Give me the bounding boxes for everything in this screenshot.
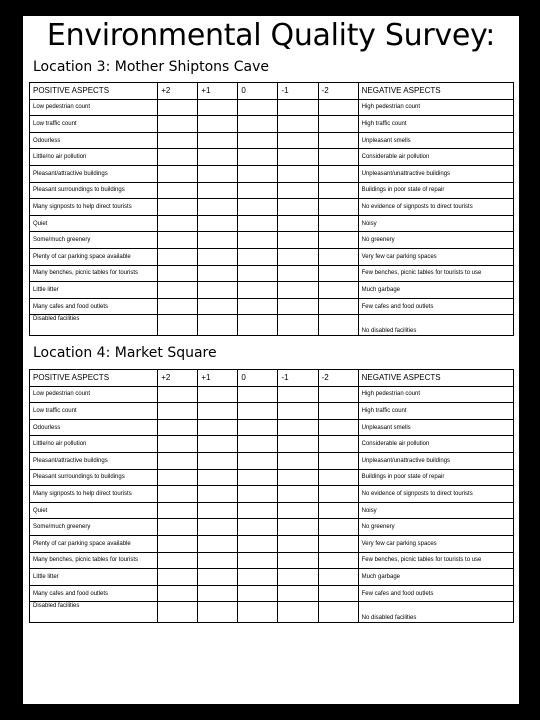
score-cell-p2[interactable] — [158, 315, 198, 336]
score-cell-m1[interactable] — [278, 436, 318, 453]
positive-aspect: Many benches, picnic tables for tourists — [30, 265, 158, 282]
positive-aspect: Many signposts to help direct tourists — [30, 486, 158, 503]
score-cell-z[interactable] — [238, 116, 278, 133]
negative-aspect: Much garbage — [358, 569, 513, 586]
score-cell-p1[interactable] — [198, 116, 238, 133]
score-cell-p1[interactable] — [198, 298, 238, 315]
score-cell-p1[interactable] — [198, 199, 238, 216]
positive-aspect: Low traffic count — [30, 403, 158, 420]
table-header-row — [30, 83, 514, 100]
score-cell-p2[interactable] — [158, 602, 198, 623]
page-title: Environmental Quality Survey: — [46, 18, 496, 53]
negative-aspect: Noisy — [358, 215, 513, 232]
positive-aspect: Pleasant/attractive buildings — [30, 165, 158, 182]
table-row — [30, 298, 514, 315]
negative-aspect: Few cafes and food outlets — [358, 298, 513, 315]
score-cell-p2[interactable] — [158, 419, 198, 436]
positive-aspect: Disabled facilities — [30, 602, 158, 623]
positive-aspect: Many signposts to help direct tourists — [30, 199, 158, 216]
score-cell-p1[interactable] — [198, 535, 238, 552]
score-cell-z[interactable] — [238, 298, 278, 315]
positive-aspect: Little/no air pollution — [30, 149, 158, 166]
score-cell-z[interactable] — [238, 419, 278, 436]
score-cell-m2[interactable] — [318, 265, 358, 282]
header-score-p1: +1 — [198, 370, 238, 387]
positive-aspect: Pleasant surroundings to buildings — [30, 469, 158, 486]
score-cell-m1[interactable] — [278, 116, 318, 133]
score-cell-z[interactable] — [238, 469, 278, 486]
table-row — [30, 149, 514, 166]
table-row — [30, 265, 514, 282]
header-score-m1: -1 — [278, 370, 318, 387]
score-cell-m1[interactable] — [278, 132, 318, 149]
negative-aspect: Buildings in poor state of repair — [358, 182, 513, 199]
negative-aspect: Much garbage — [358, 282, 513, 299]
score-cell-z[interactable] — [238, 265, 278, 282]
score-cell-m1[interactable] — [278, 298, 318, 315]
score-cell-p1[interactable] — [198, 519, 238, 536]
score-cell-m2[interactable] — [318, 282, 358, 299]
score-cell-m2[interactable] — [318, 149, 358, 166]
positive-aspect: Low traffic count — [30, 116, 158, 133]
score-cell-z[interactable] — [238, 403, 278, 420]
score-cell-p2[interactable] — [158, 552, 198, 569]
table-row — [30, 469, 514, 486]
table-row — [30, 386, 514, 403]
score-cell-m1[interactable] — [278, 552, 318, 569]
score-cell-m2[interactable] — [318, 99, 358, 116]
score-cell-m1[interactable] — [278, 535, 318, 552]
negative-aspect: Unpleasant smells — [358, 419, 513, 436]
table-row — [30, 99, 514, 116]
score-cell-m2[interactable] — [318, 403, 358, 420]
score-cell-z[interactable] — [238, 199, 278, 216]
negative-aspect: High pedestrian count — [358, 99, 513, 116]
score-cell-p2[interactable] — [158, 199, 198, 216]
table-row — [30, 602, 514, 623]
score-cell-p2[interactable] — [158, 436, 198, 453]
score-cell-z[interactable] — [238, 282, 278, 299]
negative-aspect: Noisy — [358, 502, 513, 519]
score-cell-z[interactable] — [238, 315, 278, 336]
score-cell-m1[interactable] — [278, 315, 318, 336]
negative-aspect: No evidence of signposts to direct tourists — [358, 486, 513, 503]
score-cell-p2[interactable] — [158, 132, 198, 149]
score-cell-m1[interactable] — [278, 469, 318, 486]
score-cell-z[interactable] — [238, 569, 278, 586]
score-cell-m2[interactable] — [318, 315, 358, 336]
table-row — [30, 199, 514, 216]
survey-sheet — [23, 16, 519, 704]
score-cell-p2[interactable] — [158, 469, 198, 486]
score-cell-p1[interactable] — [198, 215, 238, 232]
score-cell-m2[interactable] — [318, 552, 358, 569]
score-cell-m2[interactable] — [318, 436, 358, 453]
score-cell-m2[interactable] — [318, 199, 358, 216]
table-row — [30, 502, 514, 519]
header-score-p2: +2 — [158, 83, 198, 100]
negative-aspect: Unpleasant/unattractive buildings — [358, 452, 513, 469]
survey-table-location-4 — [29, 369, 514, 623]
score-cell-m2[interactable] — [318, 585, 358, 602]
table-row — [30, 436, 514, 453]
score-cell-p2[interactable] — [158, 232, 198, 249]
score-cell-p2[interactable] — [158, 519, 198, 536]
table-row — [30, 282, 514, 299]
score-cell-p2[interactable] — [158, 403, 198, 420]
negative-aspect: High pedestrian count — [358, 386, 513, 403]
score-cell-p1[interactable] — [198, 182, 238, 199]
positive-aspect: Disabled facilities — [30, 315, 158, 336]
section-heading-location-3: Location 3: Mother Shiptons Cave — [33, 59, 270, 75]
table-row — [30, 419, 514, 436]
survey-table-location-3 — [29, 82, 514, 336]
score-cell-p1[interactable] — [198, 419, 238, 436]
negative-aspect: Few cafes and food outlets — [358, 585, 513, 602]
score-cell-m2[interactable] — [318, 469, 358, 486]
score-cell-z[interactable] — [238, 436, 278, 453]
score-cell-p1[interactable] — [198, 282, 238, 299]
table-row — [30, 215, 514, 232]
table-row — [30, 182, 514, 199]
table-row — [30, 535, 514, 552]
score-cell-p1[interactable] — [198, 569, 238, 586]
negative-aspect: Unpleasant smells — [358, 132, 513, 149]
table-row — [30, 486, 514, 503]
score-cell-p1[interactable] — [198, 403, 238, 420]
score-cell-m2[interactable] — [318, 452, 358, 469]
score-cell-m1[interactable] — [278, 403, 318, 420]
negative-aspect: High traffic count — [358, 403, 513, 420]
score-cell-p2[interactable] — [158, 282, 198, 299]
score-cell-p1[interactable] — [198, 585, 238, 602]
score-cell-p2[interactable] — [158, 452, 198, 469]
score-cell-z[interactable] — [238, 535, 278, 552]
score-cell-m1[interactable] — [278, 182, 318, 199]
negative-aspect: Few benches, picnic tables for tourists to use — [358, 265, 513, 282]
header-score-m2: -2 — [318, 370, 358, 387]
table-row — [30, 315, 514, 336]
positive-aspect: Low pedestrian count — [30, 386, 158, 403]
score-cell-p2[interactable] — [158, 585, 198, 602]
table-row — [30, 585, 514, 602]
score-cell-p2[interactable] — [158, 502, 198, 519]
score-cell-z[interactable] — [238, 519, 278, 536]
header-positive-aspects: POSITIVE ASPECTS — [30, 83, 158, 100]
score-cell-m2[interactable] — [318, 535, 358, 552]
score-cell-p1[interactable] — [198, 552, 238, 569]
header-negative-aspects: NEGATIVE ASPECTS — [358, 83, 513, 100]
table-row — [30, 519, 514, 536]
score-cell-z[interactable] — [238, 452, 278, 469]
positive-aspect: Plenty of car parking space available — [30, 535, 158, 552]
score-cell-m1[interactable] — [278, 502, 318, 519]
score-cell-m2[interactable] — [318, 215, 358, 232]
score-cell-z[interactable] — [238, 215, 278, 232]
score-cell-z[interactable] — [238, 602, 278, 623]
score-cell-z[interactable] — [238, 132, 278, 149]
negative-aspect: Considerable air pollution — [358, 149, 513, 166]
positive-aspect: Plenty of car parking space available — [30, 248, 158, 265]
score-cell-m1[interactable] — [278, 519, 318, 536]
score-cell-p2[interactable] — [158, 149, 198, 166]
negative-aspect: No greenery — [358, 519, 513, 536]
score-cell-z[interactable] — [238, 552, 278, 569]
score-cell-m2[interactable] — [318, 116, 358, 133]
positive-aspect: Many cafes and food outlets — [30, 298, 158, 315]
score-cell-m1[interactable] — [278, 386, 318, 403]
table-row — [30, 232, 514, 249]
score-cell-m2[interactable] — [318, 248, 358, 265]
positive-aspect: Little litter — [30, 569, 158, 586]
negative-aspect: Few benches, picnic tables for tourists to use — [358, 552, 513, 569]
positive-aspect: Pleasant/attractive buildings — [30, 452, 158, 469]
score-cell-p2[interactable] — [158, 99, 198, 116]
score-cell-m1[interactable] — [278, 232, 318, 249]
score-cell-m1[interactable] — [278, 602, 318, 623]
negative-aspect: High traffic count — [358, 116, 513, 133]
score-cell-p2[interactable] — [158, 569, 198, 586]
score-cell-m2[interactable] — [318, 419, 358, 436]
negative-aspect: Considerable air pollution — [358, 436, 513, 453]
score-cell-p1[interactable] — [198, 486, 238, 503]
table-header-row — [30, 370, 514, 387]
header-score-p1: +1 — [198, 83, 238, 100]
score-cell-p2[interactable] — [158, 215, 198, 232]
score-cell-z[interactable] — [238, 386, 278, 403]
positive-aspect: Pleasant surroundings to buildings — [30, 182, 158, 199]
positive-aspect: Many benches, picnic tables for tourists — [30, 552, 158, 569]
score-cell-m2[interactable] — [318, 298, 358, 315]
positive-aspect: Quiet — [30, 215, 158, 232]
positive-aspect: Odourless — [30, 419, 158, 436]
header-positive-aspects: POSITIVE ASPECTS — [30, 370, 158, 387]
score-cell-p1[interactable] — [198, 452, 238, 469]
score-cell-p2[interactable] — [158, 248, 198, 265]
negative-aspect: Unpleasant/unattractive buildings — [358, 165, 513, 182]
score-cell-m2[interactable] — [318, 232, 358, 249]
negative-aspect: No disabled facilities — [358, 602, 513, 623]
score-cell-m1[interactable] — [278, 282, 318, 299]
score-cell-p1[interactable] — [198, 386, 238, 403]
header-score-z: 0 — [238, 370, 278, 387]
score-cell-m1[interactable] — [278, 585, 318, 602]
table-row — [30, 132, 514, 149]
score-cell-m1[interactable] — [278, 265, 318, 282]
score-cell-p2[interactable] — [158, 165, 198, 182]
positive-aspect: Many cafes and food outlets — [30, 585, 158, 602]
score-cell-m1[interactable] — [278, 165, 318, 182]
score-cell-m2[interactable] — [318, 132, 358, 149]
score-cell-z[interactable] — [238, 99, 278, 116]
score-cell-m1[interactable] — [278, 215, 318, 232]
negative-aspect: Very few car parking spaces — [358, 535, 513, 552]
score-cell-m2[interactable] — [318, 386, 358, 403]
positive-aspect: Odourless — [30, 132, 158, 149]
negative-aspect: Very few car parking spaces — [358, 248, 513, 265]
score-cell-p2[interactable] — [158, 116, 198, 133]
score-cell-m2[interactable] — [318, 602, 358, 623]
score-cell-p1[interactable] — [198, 436, 238, 453]
score-cell-m2[interactable] — [318, 569, 358, 586]
header-score-m2: -2 — [318, 83, 358, 100]
header-score-z: 0 — [238, 83, 278, 100]
score-cell-m2[interactable] — [318, 486, 358, 503]
score-cell-p1[interactable] — [198, 502, 238, 519]
table-row — [30, 569, 514, 586]
score-cell-z[interactable] — [238, 502, 278, 519]
score-cell-m1[interactable] — [278, 99, 318, 116]
score-cell-m2[interactable] — [318, 165, 358, 182]
positive-aspect: Some/much greenery — [30, 519, 158, 536]
table-row — [30, 452, 514, 469]
score-cell-p1[interactable] — [198, 602, 238, 623]
score-cell-p1[interactable] — [198, 165, 238, 182]
score-cell-z[interactable] — [238, 248, 278, 265]
score-cell-z[interactable] — [238, 149, 278, 166]
table-row — [30, 116, 514, 133]
score-cell-p2[interactable] — [158, 265, 198, 282]
score-cell-m1[interactable] — [278, 199, 318, 216]
score-cell-p1[interactable] — [198, 132, 238, 149]
score-cell-z[interactable] — [238, 182, 278, 199]
score-cell-p1[interactable] — [198, 469, 238, 486]
score-cell-z[interactable] — [238, 232, 278, 249]
score-cell-m2[interactable] — [318, 502, 358, 519]
score-cell-m1[interactable] — [278, 248, 318, 265]
score-cell-p1[interactable] — [198, 315, 238, 336]
score-cell-m2[interactable] — [318, 182, 358, 199]
positive-aspect: Some/much greenery — [30, 232, 158, 249]
score-cell-p2[interactable] — [158, 535, 198, 552]
score-cell-z[interactable] — [238, 585, 278, 602]
positive-aspect: Little litter — [30, 282, 158, 299]
table-row — [30, 165, 514, 182]
score-cell-p1[interactable] — [198, 265, 238, 282]
score-cell-p2[interactable] — [158, 298, 198, 315]
score-cell-z[interactable] — [238, 486, 278, 503]
negative-aspect: No greenery — [358, 232, 513, 249]
score-cell-z[interactable] — [238, 165, 278, 182]
table-row — [30, 552, 514, 569]
score-cell-m1[interactable] — [278, 452, 318, 469]
score-cell-m1[interactable] — [278, 569, 318, 586]
table-row — [30, 403, 514, 420]
score-cell-p2[interactable] — [158, 182, 198, 199]
score-cell-p2[interactable] — [158, 486, 198, 503]
score-cell-m1[interactable] — [278, 486, 318, 503]
positive-aspect: Low pedestrian count — [30, 99, 158, 116]
score-cell-p2[interactable] — [158, 386, 198, 403]
positive-aspect: Quiet — [30, 502, 158, 519]
negative-aspect: Buildings in poor state of repair — [358, 469, 513, 486]
score-cell-m2[interactable] — [318, 519, 358, 536]
table-row — [30, 248, 514, 265]
score-cell-p1[interactable] — [198, 99, 238, 116]
negative-aspect: No evidence of signposts to direct tourists — [358, 199, 513, 216]
header-score-p2: +2 — [158, 370, 198, 387]
score-cell-m1[interactable] — [278, 149, 318, 166]
section-heading-location-4: Location 4: Market Square — [33, 345, 217, 361]
header-score-m1: -1 — [278, 83, 318, 100]
score-cell-p1[interactable] — [198, 248, 238, 265]
header-negative-aspects: NEGATIVE ASPECTS — [358, 370, 513, 387]
positive-aspect: Little/no air pollution — [30, 436, 158, 453]
score-cell-p1[interactable] — [198, 232, 238, 249]
score-cell-m1[interactable] — [278, 419, 318, 436]
negative-aspect: No disabled facilities — [358, 315, 513, 336]
score-cell-p1[interactable] — [198, 149, 238, 166]
